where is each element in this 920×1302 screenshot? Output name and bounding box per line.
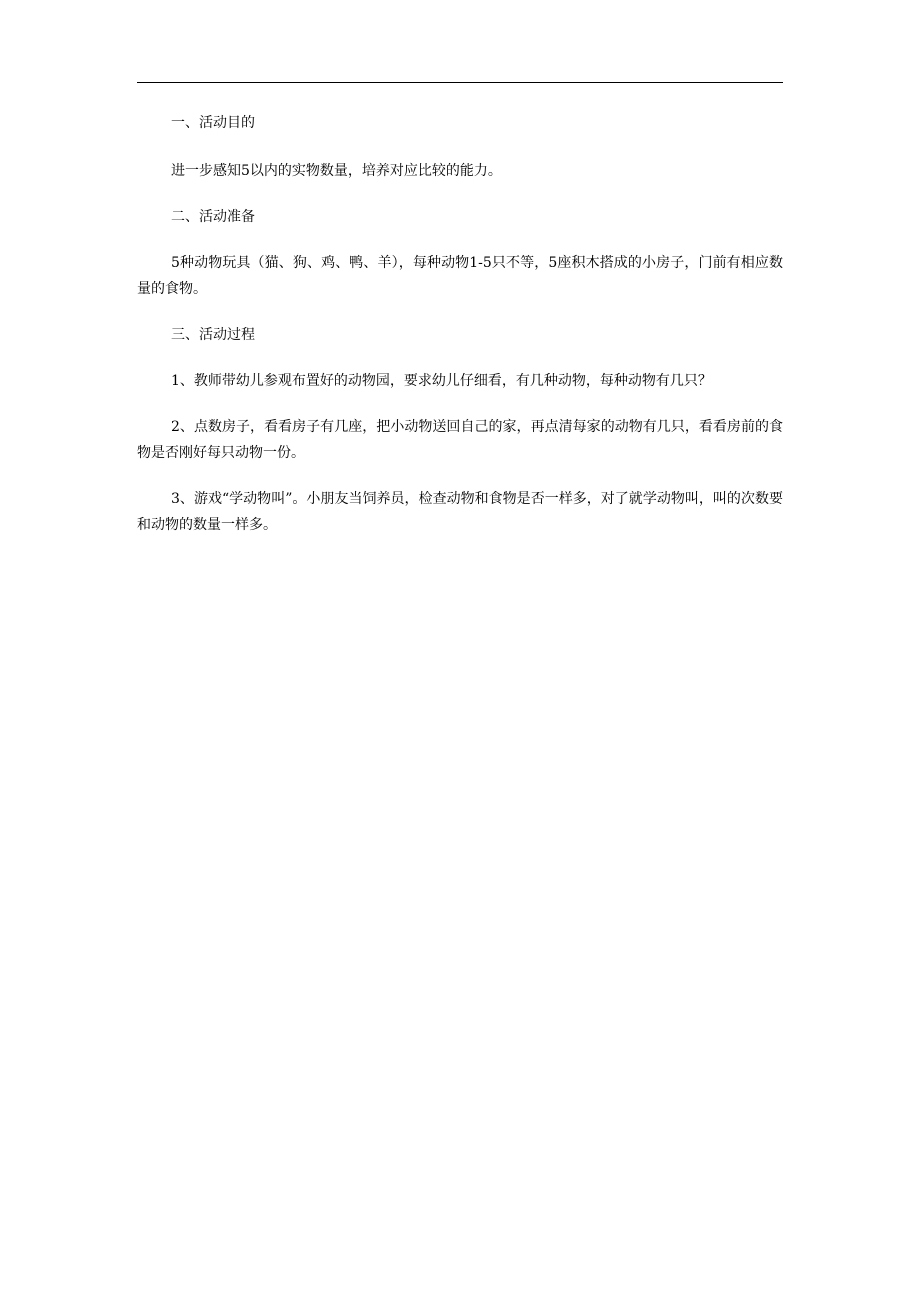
section-heading-process: 三、活动过程 (171, 327, 255, 343)
section-heading-goal: 一、活动目的 (171, 115, 255, 131)
section-heading-preparation: 二、活动准备 (171, 209, 255, 225)
paragraph-preparation: 5种动物玩具（猫、狗、鸡、鸭、羊），每种动物1-5只不等，5座积木搭成的小房子，门前有相应数量的食物。 (137, 255, 783, 297)
paragraph-process-step-3: 3、游戏“学动物叫”。小朋友当饲养员，检查动物和食物是否一样多，对了就学动物叫，叫的次数要和动物的数量一样多。 (137, 491, 783, 533)
paragraph-goal: 进一步感知5以内的实物数量，培养对应比较的能力。 (171, 163, 502, 179)
paragraph-process-step-2: 2、点数房子，看看房子有几座，把小动物送回自己的家，再点清每家的动物有几只，看看房前的食物是否刚好每只动物一份。 (137, 419, 783, 461)
paragraph-process-step-1: 1、教师带幼儿参观布置好的动物园，要求幼儿仔细看，有几种动物，每种动物有几只？ (171, 373, 712, 389)
header-rule (137, 82, 783, 83)
document-body (137, 110, 783, 538)
